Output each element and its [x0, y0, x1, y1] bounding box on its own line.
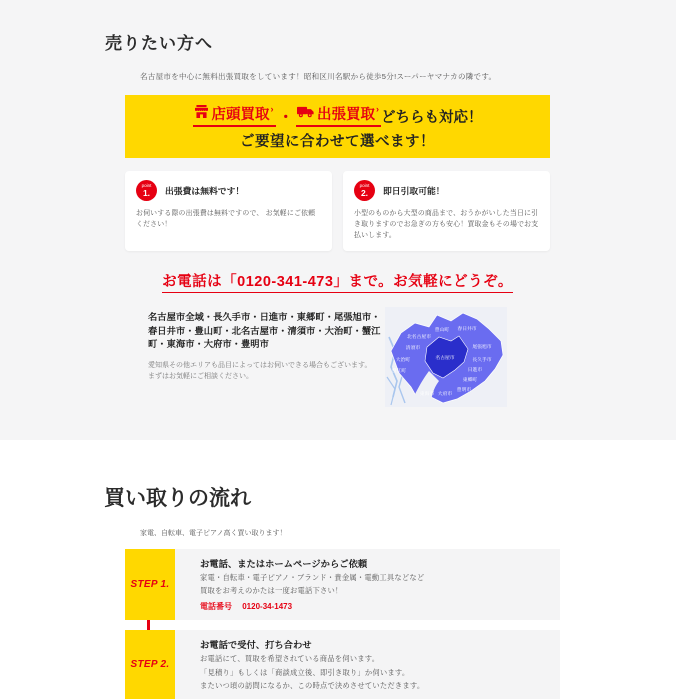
point-card-2	[343, 171, 550, 251]
store-buyback-label: 店頭買取	[211, 106, 270, 123]
step-1-content	[175, 549, 560, 620]
step-1-title: お電話、またはホームページからご依頼	[200, 559, 368, 569]
step-connector-line	[147, 620, 150, 630]
point-2-badge-num: 2.	[360, 188, 369, 198]
map-label-kiyosu: 清須市	[405, 346, 421, 352]
flow-section-title: 買い取りの流れ	[104, 487, 251, 510]
step-2-line2: 「見積り」もしくは「商談成立後、即引き取り」か伺います。	[200, 667, 410, 677]
point-card-1-head	[136, 180, 321, 201]
onsite-buyback-label: 出張買取	[317, 106, 375, 123]
service-area-note	[148, 361, 376, 383]
step-1-line1: 家電・自転車・電子ピアノ・ブランド・貴金属・電動工具などなど	[200, 573, 425, 582]
store-buyback-link[interactable]	[193, 103, 276, 127]
step-row-1	[125, 549, 560, 620]
step-1-label: STEP 1.	[130, 579, 170, 591]
map-label-kitanagoya: 北名古屋市	[407, 335, 431, 341]
step-1-line2: 買取をお考えのかたは一度お電話下さい！	[200, 586, 343, 596]
service-area-list: 名古屋市全域・長久手市・日進市・東郷町・尾張旭市・春日井市・豊山町・北名古屋市・清須市・大治町・蟹江町・東海市・大府市・豊明市	[148, 312, 381, 350]
map-label-toyoyama: 豊山町	[434, 328, 450, 334]
buyback-options-banner	[125, 95, 550, 158]
banner-separator: ・	[278, 109, 293, 126]
points-row	[125, 171, 550, 251]
map-label-kanie: 蟹江町	[391, 369, 407, 375]
onsite-buyback-link[interactable]	[296, 103, 381, 127]
sell-section-subtitle: 名古屋市を中心に無料出張買取をしています！昭和区川名駅から徒歩5分!スーパーヤマナカの隣です。	[140, 72, 497, 81]
banner-line2: ご要望に合わせて選べます！	[240, 133, 435, 150]
step-1-phone-label: 電話番号	[200, 602, 232, 612]
step-1-box	[125, 549, 175, 620]
truck-icon	[297, 105, 317, 122]
point-1-badge-num: 1.	[142, 188, 151, 198]
service-area-note-line1: 愛知県その他エリアも品目によってはお伺いできる場合もございます。	[148, 362, 372, 370]
point-2-body: 小型のものから大型の商品まで、おうかがいした当日に引き取りますのでお急ぎの方も安心！買取金もその場でお支払いします。	[354, 210, 539, 240]
step-row-2	[125, 630, 560, 699]
map-label-toyoake: 豊明市	[456, 388, 472, 394]
map-label-nagoya: 名古屋市	[435, 356, 455, 362]
service-area-row	[148, 311, 676, 407]
banner-line1	[193, 103, 483, 127]
point-card-2-head	[354, 180, 539, 201]
steps-list	[125, 549, 560, 699]
step-2-label: STEP 2.	[130, 659, 170, 671]
step-2-line1: お電話にて、買取を希望されている商品を伺います。	[200, 654, 380, 664]
chevron-right-icon: ›	[376, 103, 379, 114]
phone-banner	[125, 270, 550, 291]
phone-link[interactable]: お電話は「0120-341-473」まで。お気軽にどうぞ。	[162, 274, 513, 293]
map-label-togo: 東郷町	[462, 378, 478, 384]
point-2-badge-word: point	[359, 182, 370, 188]
map-label-tokai: 東海市	[419, 392, 435, 398]
step-1-phone-number: 0120-34-1473	[242, 602, 293, 612]
point-2-title: 即日引取可能！	[383, 186, 445, 196]
sell-section-title: 売りたい方へ	[105, 34, 213, 53]
map-label-nisshin: 日進市	[467, 368, 483, 374]
map-label-nagakute: 長久手市	[472, 358, 492, 364]
point-2-badge	[354, 180, 375, 201]
flow-section-subtitle: 家電、自転車、電子ピアノ高く買い取ります！	[140, 530, 287, 537]
banner-line1-tail: どちらも対応！	[381, 109, 483, 126]
aichi-area-map	[385, 307, 507, 407]
point-1-title: 出張費は無料です！	[165, 186, 245, 196]
service-area-text	[148, 311, 385, 383]
step-2-title: お電話で受付、打ち合わせ	[200, 640, 312, 651]
flow-section	[0, 482, 676, 699]
chevron-right-icon: ›	[270, 103, 274, 114]
storefront-icon	[194, 105, 212, 122]
point-card-1	[125, 171, 332, 251]
service-area-note-line2: まずはお気軽にご相談ください。	[148, 372, 253, 380]
point-1-badge	[136, 180, 157, 201]
map-label-oharu: 大治町	[395, 358, 411, 364]
step-2-content	[175, 630, 560, 699]
point-1-badge-word: point	[141, 182, 152, 188]
point-1-body: お伺いする際の出張費は無料ですので、 お気軽にご依頼ください！	[136, 210, 316, 229]
step-1-phone	[200, 601, 550, 612]
step-2-box	[125, 630, 175, 699]
map-label-owariasahi: 尾張旭市	[472, 345, 492, 351]
step-2-line3: またいつ頃の訪問になるか、この時点で決めさせていただきます。	[200, 680, 425, 690]
map-label-obu: 大府市	[437, 392, 453, 398]
map-label-kasugai: 春日井市	[457, 327, 477, 333]
